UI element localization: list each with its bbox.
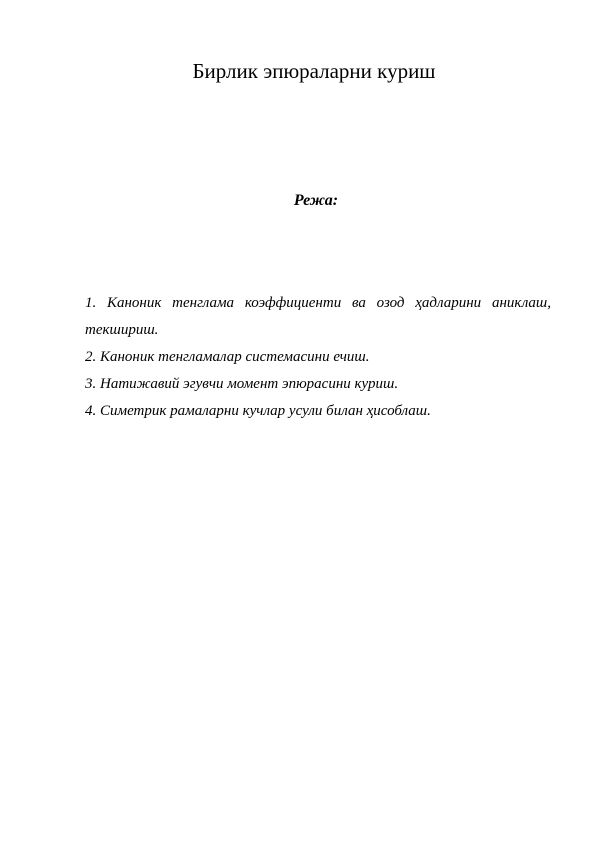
plan-item-4 <box>85 398 551 425</box>
plan-item-number: 2. <box>85 349 97 365</box>
plan-list <box>85 290 551 425</box>
plan-item-text: Каноник тенгламалар системасини ечиш. <box>100 349 370 365</box>
plan-item-text: Симетрик рамаларни кучлар усули билан ҳисоблаш. <box>100 403 431 419</box>
plan-item-number: 1. <box>85 295 97 311</box>
plan-item-2 <box>85 344 551 371</box>
plan-item-text: Каноник тенглама коэффициенти ва озод ҳадларини аниклаш, текшириш. <box>85 295 552 338</box>
plan-heading: Режа: <box>293 192 339 209</box>
plan-item-3 <box>85 371 551 398</box>
plan-item-number: 3. <box>85 376 97 392</box>
plan-item-number: 4. <box>85 403 97 419</box>
document-title: Бирлик эпюраларни куриш <box>192 59 436 83</box>
plan-item-1 <box>85 290 551 344</box>
plan-item-text: Натижавий эгувчи момент эпюрасини куриш. <box>100 376 399 392</box>
